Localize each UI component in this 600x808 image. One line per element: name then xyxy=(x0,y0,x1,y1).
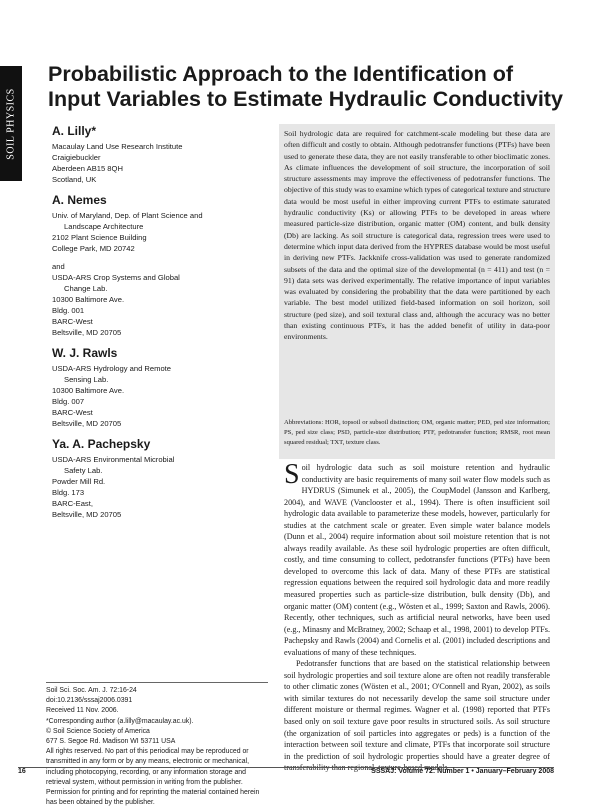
affiliation-line: Univ. of Maryland, Dep. of Plant Science and xyxy=(52,211,203,220)
affiliation-line: Aberdeen AB15 8QH xyxy=(52,164,123,173)
pubinfo-line: *Corresponding author (a.lilly@macaulay.ac.uk). xyxy=(46,717,194,725)
affiliation-lines xyxy=(52,210,272,338)
affiliation-line: Safety Lab. xyxy=(64,466,103,475)
affiliation-line: Change Lab. xyxy=(64,284,108,293)
affiliation-line: and xyxy=(52,262,65,271)
pubinfo-line: Received 11 Nov. 2006. xyxy=(46,707,119,715)
affiliation-line: Craigiebuckler xyxy=(52,153,101,162)
affiliation-line: BARC-East, xyxy=(52,499,93,508)
copyright-notice: All rights reserved. No part of this periodical may be reproduced or transmitted in any form or by any means, electronic or mechanical, including photocopying, recording, or any information storage and retrieval system, without permission in writing from the publisher. Permission for printing and for reprinting the material contained herein has been obtained by the publisher. xyxy=(46,748,260,807)
affiliation-line: USDA-ARS Hydrology and Remote xyxy=(52,364,172,373)
affiliation-line: Sensing Lab. xyxy=(64,375,109,384)
affiliation-line: Macaulay Land Use Research Institute xyxy=(52,142,183,151)
author-name: Ya. A. Pachepsky xyxy=(52,437,151,451)
section-tab xyxy=(0,66,22,181)
body-text xyxy=(284,459,550,774)
author-name: A. Lilly* xyxy=(52,124,97,138)
author-block xyxy=(52,346,272,429)
pubinfo-line: Soil Sci. Soc. Am. J. 72:16-24 xyxy=(46,687,137,694)
pubinfo-line: © Soil Science Society of America xyxy=(46,727,150,735)
paragraph-text: oil hydrologic data such as soil moisture retention and hydraulic conductivity are basic requirements of many soil water flow models such as HYDRUS (Simunek et al., 2005), the CoupModel (Jansson and Karlberg, 2004), and WAVE (Vanclooster et al., 1994). There is often insufficient soil hydrologic data available to parameterize these models, however, particularly for studies at the catchment scale or greater. Even simple water balance models (Dunn et al., 2004) require information about soil moisture retention that is not always readily available. As these soil hydrologic properties are often difficult, costly, and time consuming to collect, pedotransfer functions (PTFs) have been developed to overcome this lack of data. Many of these PTFs are statistical regression equations between the required soil hydrologic data and more readily measured properties such as particle-size distribution, bulk density (Db), and organic matter (OM) content (e.g., Wösten et al., 1999; Saxton and Rawls, 2006). Recently, other techniques, such as artificial neural networks, have been used (e.g., Minasny and McBratney, 2002; Schaap et al., 1998, 2001) to develop PTFs. Pachepsky and Rawls (2004) and Cornelis et al. (2001) included descriptions and evaluations of many of these techniques. xyxy=(284,463,550,657)
author-block xyxy=(52,193,272,338)
body-paragraph: Pedotransfer functions that are based on the statistical relationship between soil hydrologic properties and soil texture alone are often not readily transferable to other climatic zones (Wösten et al., 2001; O'Connell and Ryan, 2002), as soils with similar textures do not necessarily develop the same soil structure under different moisture or thermal regimes. Wagner et al. (1998) reported that PTFs based only on soil texture gave poor results in structured soils. As soil structure (the organization of soil particles into aggregates or peds) is a function of the interaction between soil texture and climate, PTFs that incorporate soil structure in the prediction of soil hydrologic properties should have a greater degree of transferability than regional, texture-based models. xyxy=(284,659,550,773)
journal-citation: SSSAJ: Volume 72: Number 1 • January–February 2008 xyxy=(371,768,554,775)
affiliation-line: 10300 Baltimore Ave. xyxy=(52,295,125,304)
affiliation-lines xyxy=(52,141,272,185)
author-name: A. Nemes xyxy=(52,193,107,207)
article-title: Probabilistic Approach to the Identification of Input Variables to Estimate Hydraulic Conductivity xyxy=(48,62,563,111)
abbreviations: Abbreviations: HOR, topsoil or subsoil distinction; OM, organic matter; PED, ped size information; PS, ped size class; PSD, particle-size distribution; PTF, pedotransfer function; RMSR, root mean squared residual; TXT, texture class. xyxy=(284,419,550,446)
affiliation-line: BARC-West xyxy=(52,317,93,326)
affiliation-line: Scotland, UK xyxy=(52,175,97,184)
affiliation-line: Beltsville, MD 20705 xyxy=(52,419,122,428)
affiliation-line: 10300 Baltimore Ave. xyxy=(52,386,125,395)
affiliation-line: Powder Mill Rd. xyxy=(52,477,106,486)
pubinfo-line: doi:10.2136/sssaj2006.0391 xyxy=(46,697,133,705)
body-paragraph xyxy=(284,459,550,658)
author-affiliations xyxy=(52,124,272,528)
author-name: W. J. Rawls xyxy=(52,346,118,360)
page-number: 16 xyxy=(18,768,26,775)
author-block xyxy=(52,124,272,185)
affiliation-gap xyxy=(52,254,272,261)
affiliation-line: USDA-ARS Crop Systems and Global xyxy=(52,273,180,282)
affiliation-line: Beltsville, MD 20705 xyxy=(52,328,122,337)
affiliation-line: Bldg. 001 xyxy=(52,306,85,315)
publication-info xyxy=(46,682,268,808)
affiliation-lines xyxy=(52,363,272,429)
author-block xyxy=(52,437,272,520)
affiliation-line: USDA-ARS Environmental Microbial xyxy=(52,455,175,464)
affiliation-line: College Park, MD 20742 xyxy=(52,244,135,253)
affiliation-line: BARC-West xyxy=(52,408,93,417)
affiliation-line: Bldg. 173 xyxy=(52,488,85,497)
abstract-text: Soil hydrologic data are required for catchment-scale modeling but these data are often difficult and costly to obtain. Although pedotransfer functions (PTFs) have been used to generate these data, they are not easily transferable to other bioclimatic zones. As climate influences the development of soil structure, the incorporation of soil structure assessments may improve the effectiveness of pedotransfer functions. The objective of this study was to examine which types of categorical texture and structure data would be most useful in either improving current PTFs to estimate saturated hydraulic conductivity (Ks) or allowing PTFs to be developed in areas where measured particle-size distribution, organic matter (OM) content, and bulk density (Db) are lacking. As soil structure is categorical data, regression trees were used to determine which input data derived from the HYPRES database would be most useful in deriving new PTFs. Jackknife cross-validation was used to generate randomized subsets of the data and the optimal size of the developmental (n = 411) and test (n = 91) data sets was derived experimentally. The relative importance of input variables was evaluated by considering the probability that the data were partitioned by each variable. The best model utilized field-based information on soil horizon, soil structure (ped size), and soil textural class and, although the accuracy was no better than existing continuous PTFs, it has the added benefit of utility in data-poor environments. xyxy=(284,129,550,342)
drop-cap: S xyxy=(284,459,300,490)
affiliation-line: Bldg. 007 xyxy=(52,397,85,406)
section-tab-label: SOIL PHYSICS xyxy=(5,87,17,160)
pubinfo-line: 677 S. Segoe Rd. Madison WI 53711 USA xyxy=(46,738,176,746)
affiliation-line: 2102 Plant Science Building xyxy=(52,233,147,242)
affiliation-line: Landscape Architecture xyxy=(64,222,144,231)
affiliation-line: Beltsville, MD 20705 xyxy=(52,510,122,519)
affiliation-lines xyxy=(52,454,272,520)
